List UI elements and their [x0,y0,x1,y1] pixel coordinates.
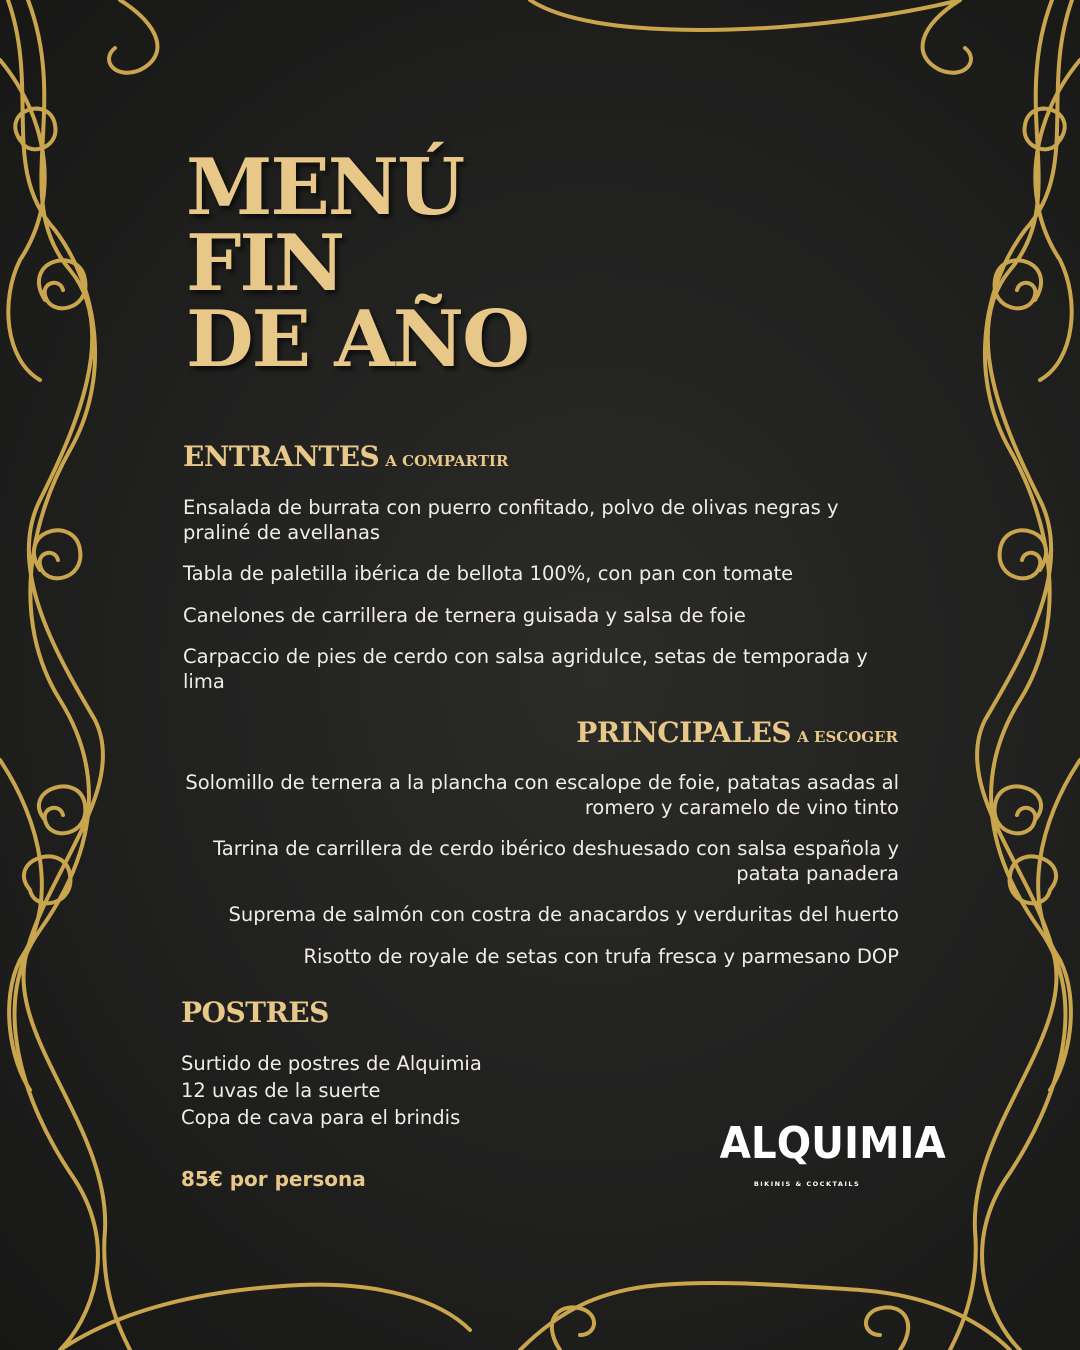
price-per-person: 85€ por persona [181,1167,366,1191]
principales-title: PRINCIPALES [576,716,792,749]
list-item: Carpaccio de pies de cerdo con salsa agridulce, setas de temporada y lima [183,645,868,693]
menu-title [186,142,529,385]
principales-heading [576,716,898,749]
logo-wordmark: ALQUIMIA [719,1118,946,1169]
alquimia-logo [712,1118,946,1188]
entrantes-subtitle: A COMPARTIR [385,452,509,470]
principales-subtitle: A ESCOGER [797,728,898,746]
logo-tagline: BIKINIS & COCKTAILS [753,1180,861,1188]
title-line-3: DE AÑO [186,294,529,385]
title-line-1: MENÚ [186,142,464,233]
title-line-2: FIN [186,218,344,309]
list-item: Ensalada de burrata con puerro confitado, polvo de olivas negras y praliné de avellanas [183,496,839,544]
list-item: Canelones de carrillera de ternera guisada y salsa de foie [183,603,746,627]
entrantes-list [183,496,883,711]
list-item: Tarrina de carrillera de cerdo ibérico deshuesado con salsa española y patata panadera [213,837,899,885]
entrantes-heading [183,440,508,473]
entrantes-title: ENTRANTES [183,440,380,473]
postres-heading [181,996,329,1029]
list-item: Copa de cava para el brindis [181,1106,461,1129]
list-item: Suprema de salmón con costra de anacardos y verduritas del huerto [228,903,899,926]
postres-title: POSTRES [181,996,329,1029]
postres-list [181,1052,601,1133]
list-item: Surtido de postres de Alquimia [181,1052,482,1075]
list-item: Solomillo de ternera a la plancha con escalope de foie, patatas asadas al romero y caramelo de vino tinto [185,771,899,819]
list-item: 12 uvas de la suerte [181,1079,381,1102]
principales-list [179,771,899,986]
list-item: Risotto de royale de setas con trufa fresca y parmesano DOP [303,944,899,968]
list-item: Tabla de paletilla ibérica de bellota 100%, con pan con tomate [183,562,794,585]
